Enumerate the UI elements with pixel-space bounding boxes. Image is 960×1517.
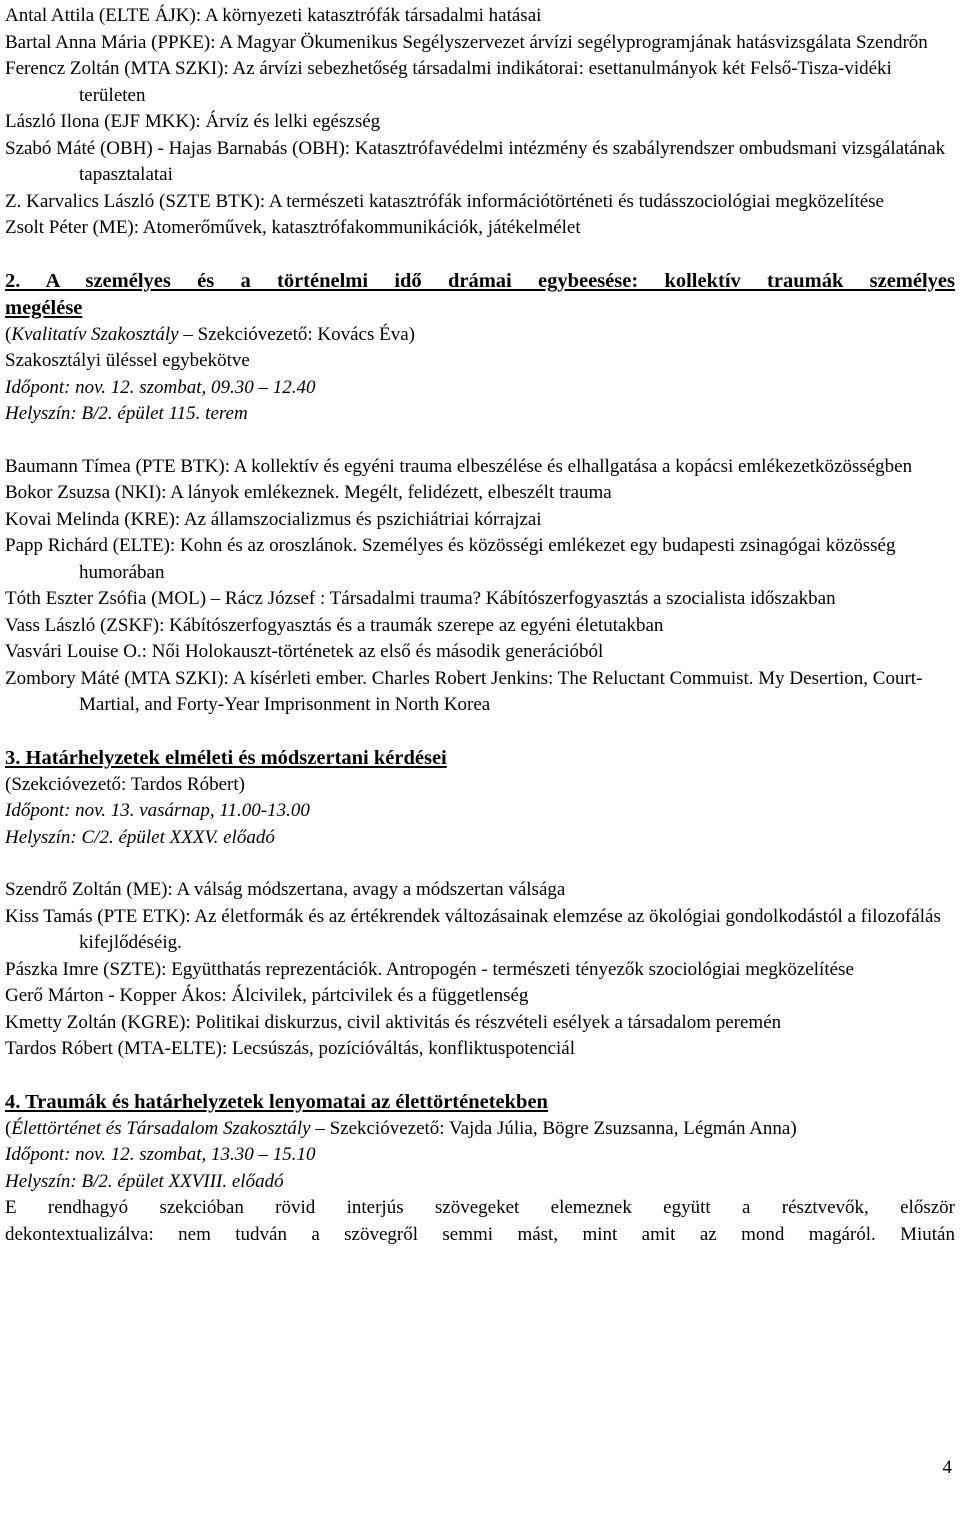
- list-item: Antal Attila (ELTE ÁJK): A környezeti katasztrófák társadalmi hatásai: [5, 5, 542, 26]
- list-item: Szabó Máté (OBH) - Hajas Barnabás (OBH): Katasztrófavédelmi intézmény és szabályrendszer ombudsmani vizsgálatának tapasztalatai: [5, 137, 946, 185]
- section-2-entries: [5, 454, 955, 719]
- spacer: [5, 719, 955, 745]
- section-4-place: Helyszín: B/2. épület XXVIII. előadó: [5, 1170, 284, 1192]
- list-item: Kovai Melinda (KRE): Az államszocializmus és pszichiátriai kórrajzai: [5, 508, 542, 530]
- section-2-note: Szakosztályi üléssel egybekötve: [5, 350, 250, 371]
- section-3-title: 3. Határhelyzetek elméleti és módszertani kérdései: [5, 746, 447, 769]
- section-4-title: 4. Traumák és határhelyzetek lenyomatai az élettörténetekben: [5, 1090, 548, 1113]
- section-4-time: Időpont: nov. 12. szombat, 13.30 – 15.10: [5, 1144, 316, 1165]
- section-4-body-line2: dekontextualizálva: nem tudván a szövegről semmi mást, mint amit az mond magáról. Miután: [5, 1223, 955, 1245]
- section-4-body-line1: E rendhagyó szekcióban rövid interjús szövegeket elemeznek együtt a résztvevők, először: [5, 1197, 955, 1218]
- spacer: [5, 428, 955, 454]
- list-item: Kiss Tamás (PTE ETK): Az életformák és az értékrendek változásainak elemzése az ökológiai gondolkodástól a filozofálás kifejlődéséig.: [5, 905, 941, 953]
- page-number: 4: [942, 1457, 952, 1478]
- section-4-subtitle: [5, 1116, 955, 1143]
- section-2-time: Időpont: nov. 12. szombat, 09.30 – 12.40: [5, 376, 316, 398]
- list-item: Szendrő Zoltán (ME): A válság módszertana, avagy a módszertan válsága: [5, 879, 566, 900]
- section-4: [5, 1089, 955, 1249]
- spacer: [5, 851, 955, 877]
- section-3: [5, 745, 955, 1063]
- section-4-subsection-name: Élettörténet és Társadalom Szakosztály: [11, 1117, 311, 1139]
- section-3-entries: [5, 877, 955, 1063]
- list-item: Vasvári Louise O.: Női Holokauszt-történetek az első és második generációból: [5, 641, 604, 662]
- list-item: Zombory Máté (MTA SZKI): A kísérleti ember. Charles Robert Jenkins: The Reluctant Commuist. My Desertion, Court-Martial, and Forty-Year Imprisonment in North Korea: [5, 667, 923, 715]
- list-item: Zsolt Péter (ME): Atomerőművek, katasztrófakommunikációk, játékelmélet: [5, 217, 581, 238]
- list-item: Gerő Márton - Kopper Ákos: Álcivilek, pártcivilek és a függetlenség: [5, 985, 529, 1006]
- spacer: [5, 1063, 955, 1089]
- paren-open: (: [5, 1117, 12, 1139]
- section-2-title: [5, 268, 955, 322]
- list-item: Z. Karvalics László (SZTE BTK): A természeti katasztrófák információtörténeti és tudásszociológiai megközelítése: [5, 190, 884, 212]
- section-2: [5, 268, 955, 719]
- list-item: Kmetty Zoltán (KGRE): Politikai diskurzus, civil aktivitás és részvételi esélyek a társadalom peremén: [5, 1011, 782, 1033]
- section-3-time: Időpont: nov. 13. vasárnap, 11.00-13.00: [5, 800, 310, 821]
- list-item: Pászka Imre (SZTE): Együtthatás reprezentációk. Antropogén - természeti tényezők szociológiai megközelítése: [5, 958, 854, 980]
- list-item: Ferencz Zoltán (MTA SZKI): Az árvízi sebezhetőség társadalmi indikátorai: esettanulmányok két Felső-Tisza-vidéki területen: [5, 58, 892, 106]
- spacer: [5, 242, 955, 268]
- list-item: László Ilona (EJF MKK): Árvíz és lelki egészség: [5, 111, 381, 132]
- list-item: Papp Richárd (ELTE): Kohn és az oroszlánok. Személyes és közösségi emlékezet egy budapesti zsinagógai közösség humorában: [5, 535, 896, 583]
- section-2-place: Helyszín: B/2. épület 115. terem: [5, 403, 248, 424]
- section-3-subtitle: (Szekcióvezető: Tardos Róbert): [5, 773, 245, 795]
- top-entries: [5, 3, 955, 242]
- section-2-chair: – Szekcióvezető: Kovács Éva): [178, 323, 415, 345]
- list-item: Bartal Anna Mária (PPKE): A Magyar Ökumenikus Segélyszervezet árvízi segélyprogramjának hatásvizsgálata Szendrőn: [5, 31, 928, 53]
- list-item: Tardos Róbert (MTA-ELTE): Lecsúszás, pozícióváltás, konfliktuspotenciál: [5, 1038, 575, 1059]
- list-item: Tóth Eszter Zsófia (MOL) – Rácz József : Társadalmi trauma? Kábítószerfogyasztás a szocialista időszakban: [5, 588, 836, 609]
- section-3-place: Helyszín: C/2. épület XXXV. előadó: [5, 826, 275, 848]
- section-2-subtitle: [5, 322, 955, 349]
- list-item: Baumann Tímea (PTE BTK): A kollektív és egyéni trauma elbeszélése és elhallgatása a kopácsi emlékezetközösségben: [5, 455, 913, 477]
- section-4-chairs: – Szekcióvezető: Vajda Júlia, Bögre Zsuzsanna, Légmán Anna): [310, 1117, 797, 1139]
- list-item: Vass László (ZSKF): Kábítószerfogyasztás és a traumák szerepe az egyéni életutakban: [5, 614, 664, 636]
- section-2-title-line1: 2. A személyes és a történelmi idő drámai egybeesése: kollektív traumák személyes: [5, 269, 955, 292]
- section-2-title-line2: megélése: [5, 296, 83, 319]
- section-2-subsection-name: Kvalitatív Szakosztály: [11, 323, 179, 345]
- paren-open: (: [5, 323, 12, 345]
- section-4-body: [5, 1195, 955, 1248]
- document-page: [5, 3, 955, 1248]
- list-item: Bokor Zsuzsa (NKI): A lányok emlékeznek. Megélt, felidézett, elbeszélt trauma: [5, 482, 612, 503]
